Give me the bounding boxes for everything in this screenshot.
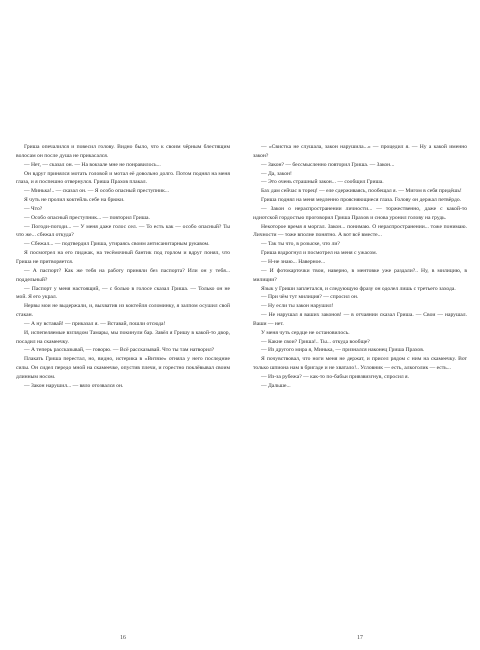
paragraph: — Какие свои? Гриша!.. Ты... откуда вообще?	[261, 338, 370, 345]
right-page-text	[253, 143, 467, 391]
paragraph: Я посмотрел на его пиджак, на теcёмочный бантик под горлом и вдруг понял, что Гриша не притворяется.	[16, 250, 230, 265]
paragraph: — А ну вставай! — приказал я. — Вставай, пошли отсюда!	[24, 320, 166, 327]
paragraph: — Н-не знаю... Наверное...	[261, 258, 326, 265]
paragraph: Бах дам сейчас в торец! — еле сдерживаясь, пообещал я. — Мигом в себя придёшь!	[261, 188, 462, 195]
paragraph: — А паспорт? Как же тебя на работу приняли без паспорта? Или он у тебя... поддельный?	[16, 267, 230, 283]
paragraph: — Закон? — бессмысленно повторил Гриша. — Закон...	[261, 161, 395, 168]
paragraph: — Погоди-погоди... — У меня даже голос сел. — То есть как — особо опасный? Ты что же... сбежал откуда?	[16, 223, 230, 239]
paragraph: У меня чуть сердце не остановилось.	[261, 329, 350, 336]
paragraph: — Ну если ты закон нарушил!	[261, 303, 334, 310]
paragraph: — Это очень страшный закон... — сообщил Гриша.	[261, 179, 384, 186]
paragraph: — Сбежал... — подтвердил Гриша, утираясь своим антисанитарным рукавом.	[24, 241, 210, 248]
left-page	[16, 143, 230, 641]
paragraph: — Дальше...	[261, 382, 291, 389]
paragraph: Гриша вздрогнул и посмотрел на меня с ужасом.	[261, 250, 378, 257]
paragraph: — Из-за рубежа? — как-то по-бабьи привзвизгнув, спросил я.	[261, 373, 409, 380]
paragraph: — Минька!.. — сказал он. — Я особо опасный преступник...	[24, 188, 170, 195]
right-page	[253, 143, 467, 641]
paragraph: — Закон нарушил... — вяло отозвался он.	[24, 382, 124, 389]
paragraph: Он вдруг принялся мотать головой и мотал её довольно долго. Потом поднял на меня глаза, и я поспешно отвернулся. Гриша Прахов плакал.	[16, 170, 230, 186]
paragraph: — Не нарушал я ваших законов! — в отчаянии сказал Гриша. — Свои — нарушал. Ваши — нет.	[253, 312, 467, 327]
paragraph: Гриша поднял на меня медленно проясняющиеся глаза. Голову он держал петвёрдо.	[261, 197, 462, 204]
paragraph: — Да, закон!	[261, 170, 292, 177]
paragraph: Плакать Гриша перестал, но, видно, истерика в «Витязе» отняла у него последние силы. Он сидел передо мной на скамеечке, опустив плечи, и горестно поклёвывал своим длинным носом.	[16, 356, 230, 380]
paragraph: И, испепеляемые взглядом Тамары, мы покинули бар. Завёл я Гришу в какой-то двор, посадил на скамеечку.	[16, 329, 230, 345]
page-number: 17	[357, 635, 363, 641]
paragraph: — И фотокарточки твои, наверно, в ментовке уже раздали?.. Ну, в милицию, в милиции?	[253, 267, 467, 283]
page-number: 16	[120, 635, 126, 641]
paragraph: — Особо опасный преступник... — повторил Гриша.	[24, 214, 150, 221]
paragraph: Некоторое время я моргал. Закон... понимаю. О нераспространении... тоже понимаю. Личности — тоже вполне понятно. А вот всё вместе...	[253, 223, 467, 239]
paragraph: — Так ты что, в розыске, что ли?	[261, 241, 340, 248]
paragraph: — Что?	[24, 205, 43, 212]
paragraph: — «Свистка не слушала, закон нарушила...» — процедил я. — Ну а какой именно закон?	[253, 144, 467, 159]
paragraph: Гриша опечалился и повесил голову. Видно было, что к своим чёрным блестящим волосам он после душа не прикасался.	[16, 144, 230, 159]
paragraph: Язык у Гриши заплетался, и следующую фразу он одолел лишь с третьего захода.	[261, 285, 456, 292]
paragraph: — Из другого мира я, Минька, — признался наконец Гриша Прахов.	[261, 347, 425, 354]
paragraph: Я почувствовал, что ноги меня не держат, и присел рядом с ним на скамеечку. Вот только шпиона нам в бригаде и не хватало!.. Условник — есть, алкоголик — есть...	[253, 356, 467, 372]
paragraph: Нервы мои не выдержали, и, выхватив из коктейля соломинку, я залпом осушил свой стакан.	[16, 303, 230, 319]
paragraph: — А теперь рассказывай, — говорю. — Всё рассказывай. Что ты там натворил?	[24, 347, 215, 354]
paragraph: — При чём тут милиция? — спросил он.	[261, 294, 359, 301]
paragraph: — Нет, — сказал он. — На вокзале мне не понравилось...	[24, 161, 161, 168]
paragraph: Я чуть не пролил коктейль себе на брюки.	[24, 197, 125, 204]
paragraph: — Закон о нераспространении личности... — торжественно, даже с какой-то идиотской гордостью проговорил Гриша Прахов и снова уронил голову на грудь.	[253, 205, 467, 221]
left-page-text	[16, 143, 230, 391]
paragraph: — Паспорт у меня настоящий, — с болью в голосе сказал Гриша. — Только он не мой. Я его украл.	[16, 285, 230, 301]
